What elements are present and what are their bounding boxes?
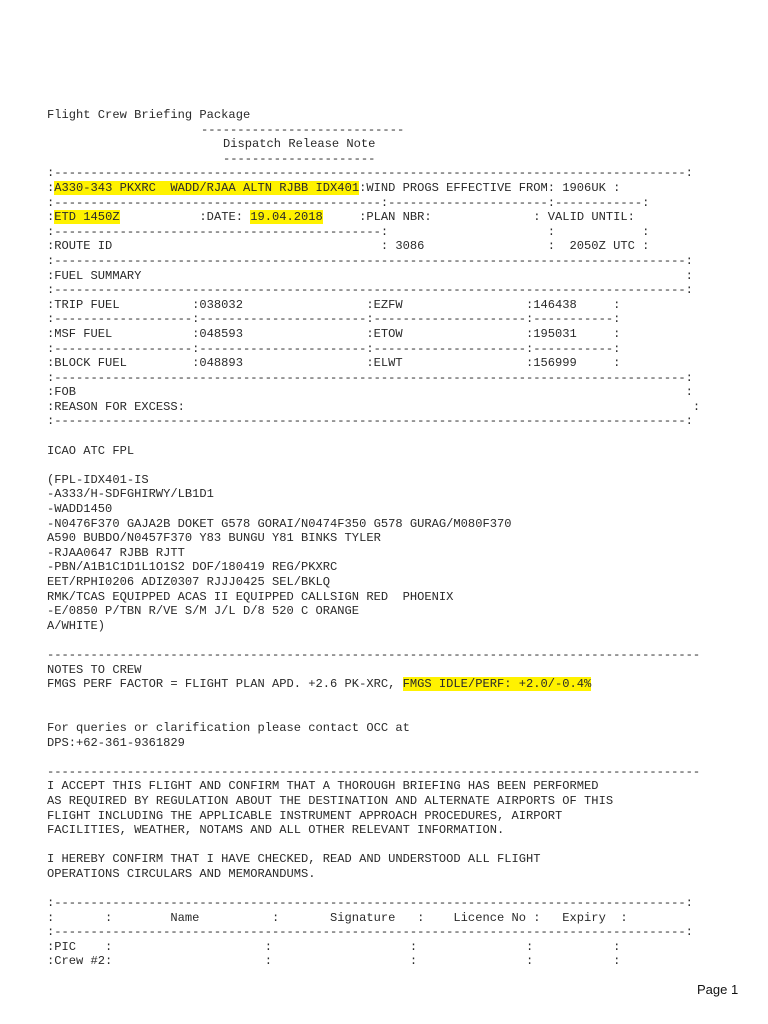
fob-row: :FOB : bbox=[47, 385, 693, 400]
fuel-summary-row: :FUEL SUMMARY : bbox=[47, 268, 693, 283]
wind-progs-cell: :WIND PROGS EFFECTIVE FROM: 1906UK : bbox=[359, 180, 621, 195]
fpl-line: -RJAA0647 RJBB RJTT bbox=[47, 545, 185, 560]
block-fuel-row: :BLOCK FUEL :048893 :ELWT :156999 : bbox=[47, 356, 621, 371]
icao-atc-fpl-heading: ICAO ATC FPL bbox=[47, 443, 135, 458]
fmgs-perf-factor-text: FMGS PERF FACTOR = FLIGHT PLAN APD. +2.6 PK-XRC, bbox=[47, 677, 403, 692]
table-rule: :---------------------------------------------------------------------------------------: bbox=[47, 414, 693, 429]
fpl-line: -PBN/A1B1C1D1L1O1S2 DOF/180419 REG/PKXRC bbox=[47, 560, 338, 575]
table-rule: :-------------------:-----------------------:---------------------:-----------: bbox=[47, 341, 621, 356]
fpl-line: -WADD1450 bbox=[47, 502, 113, 517]
etd-date-row: :ETD 1450Z :DATE: 19.04.2018 :PLAN NBR: : VALID UNTIL: bbox=[47, 210, 635, 225]
subtitle-underline: --------------------- bbox=[223, 151, 376, 166]
table-rule: :---------------------------------------------------------------------------------------: bbox=[47, 283, 693, 298]
section-divider: ------------------------------------------------------------------------------------------ bbox=[47, 647, 701, 662]
fmgs-idle-perf-highlight: FMGS IDLE/PERF: +2.0/-0.4% bbox=[402, 677, 592, 692]
title-underline: ---------------------------- bbox=[201, 122, 405, 137]
dispatch-release-title: Dispatch Release Note bbox=[223, 137, 376, 152]
reason-for-excess-row: :REASON FOR EXCESS: : bbox=[47, 399, 701, 414]
notes-to-crew-heading: NOTES TO CREW bbox=[47, 662, 142, 677]
table-rule: :---------------------------------------------:----------------------:------------: bbox=[47, 195, 650, 210]
fpl-line: -A333/H-SDFGHIRWY/LB1D1 bbox=[47, 487, 214, 502]
package-title: Flight Crew Briefing Package bbox=[47, 108, 251, 122]
signoff-rule: :---------------------------------------------------------------------------------------: bbox=[47, 896, 693, 911]
table-rule: :---------------------------------------------------------------------------------------: bbox=[47, 253, 693, 268]
occ-phone: DPS:+62-361-9361829 bbox=[47, 735, 185, 750]
dispatch-document bbox=[47, 108, 700, 969]
plan-valid-cells: :PLAN NBR: : VALID UNTIL: bbox=[322, 210, 635, 225]
route-id-row: :ROUTE ID : 3086 : 2050Z UTC : bbox=[47, 239, 650, 254]
confirmation-line: OPERATIONS CIRCULARS AND MEMORANDUMS. bbox=[47, 866, 316, 881]
pic-row: :PIC : : : : : bbox=[47, 939, 621, 954]
flight-route-highlight: A330-343 PKXRC WADD/RJAA ALTN RJBB IDX401 bbox=[54, 180, 360, 195]
table-rule: :---------------------------------------------: : : bbox=[47, 224, 650, 239]
signoff-header-row: : : Name : Signature : Licence No : Expiry : bbox=[47, 910, 628, 925]
etd-highlight: ETD 1450Z bbox=[54, 210, 120, 225]
fpl-line: RMK/TCAS EQUIPPED ACAS II EQUIPPED CALLSIGN RED PHOENIX bbox=[47, 589, 454, 604]
table-rule: :---------------------------------------------------------------------------------------: bbox=[47, 166, 693, 181]
acceptance-line: I ACCEPT THIS FLIGHT AND CONFIRM THAT A THOROUGH BRIEFING HAS BEEN PERFORMED bbox=[47, 779, 599, 794]
date-label: :DATE: bbox=[119, 210, 251, 225]
date-highlight: 19.04.2018 bbox=[250, 210, 323, 225]
table-rule: :-------------------:-----------------------:---------------------:-----------: bbox=[47, 312, 621, 327]
confirmation-line: I HEREBY CONFIRM THAT I HAVE CHECKED, READ AND UNDERSTOOD ALL FLIGHT bbox=[47, 852, 541, 867]
table-rule: :---------------------------------------------------------------------------------------: bbox=[47, 370, 693, 385]
trip-fuel-row: :TRIP FUEL :038032 :EZFW :146438 : bbox=[47, 297, 621, 312]
fpl-line: A590 BUBDO/N0457F370 Y83 BUNGU Y81 BINKS TYLER bbox=[47, 531, 381, 546]
acceptance-line: FACILITIES, WEATHER, NOTAMS AND ALL OTHER RELEVANT INFORMATION. bbox=[47, 823, 505, 838]
acceptance-line: AS REQUIRED BY REGULATION ABOUT THE DESTINATION AND ALTERNATE AIRPORTS OF THIS bbox=[47, 793, 614, 808]
queries-line: For queries or clarification please contact OCC at bbox=[47, 720, 410, 735]
acceptance-line: FLIGHT INCLUDING THE APPLICABLE INSTRUMENT APPROACH PROCEDURES, AIRPORT bbox=[47, 808, 563, 823]
fpl-line: -E/0850 P/TBN R/VE S/M J/L D/8 520 C ORANGE bbox=[47, 604, 360, 619]
fpl-line: -N0476F370 GAJA2B DOKET G578 GORAI/N0474F350 G578 GURAG/M080F370 bbox=[47, 516, 512, 531]
flight-header-row: :A330-343 PKXRC WADD/RJAA ALTN RJBB IDX401:WIND PROGS EFFECTIVE FROM: 1906UK : bbox=[47, 180, 621, 195]
msf-fuel-row: :MSF FUEL :048593 :ETOW :195031 : bbox=[47, 326, 621, 341]
signoff-rule: :---------------------------------------------------------------------------------------: bbox=[47, 925, 693, 940]
notes-line bbox=[47, 677, 700, 692]
page-number: Page 1 bbox=[697, 982, 739, 997]
crew-2-row: :Crew #2: : : : : bbox=[47, 954, 621, 969]
section-divider: ------------------------------------------------------------------------------------------ bbox=[47, 764, 701, 779]
fpl-line: (FPL-IDX401-IS bbox=[47, 472, 149, 487]
fpl-line: A/WHITE) bbox=[47, 618, 106, 633]
fpl-line: EET/RPHI0206 ADIZ0307 RJJJ0425 SEL/BKLQ bbox=[47, 575, 331, 589]
